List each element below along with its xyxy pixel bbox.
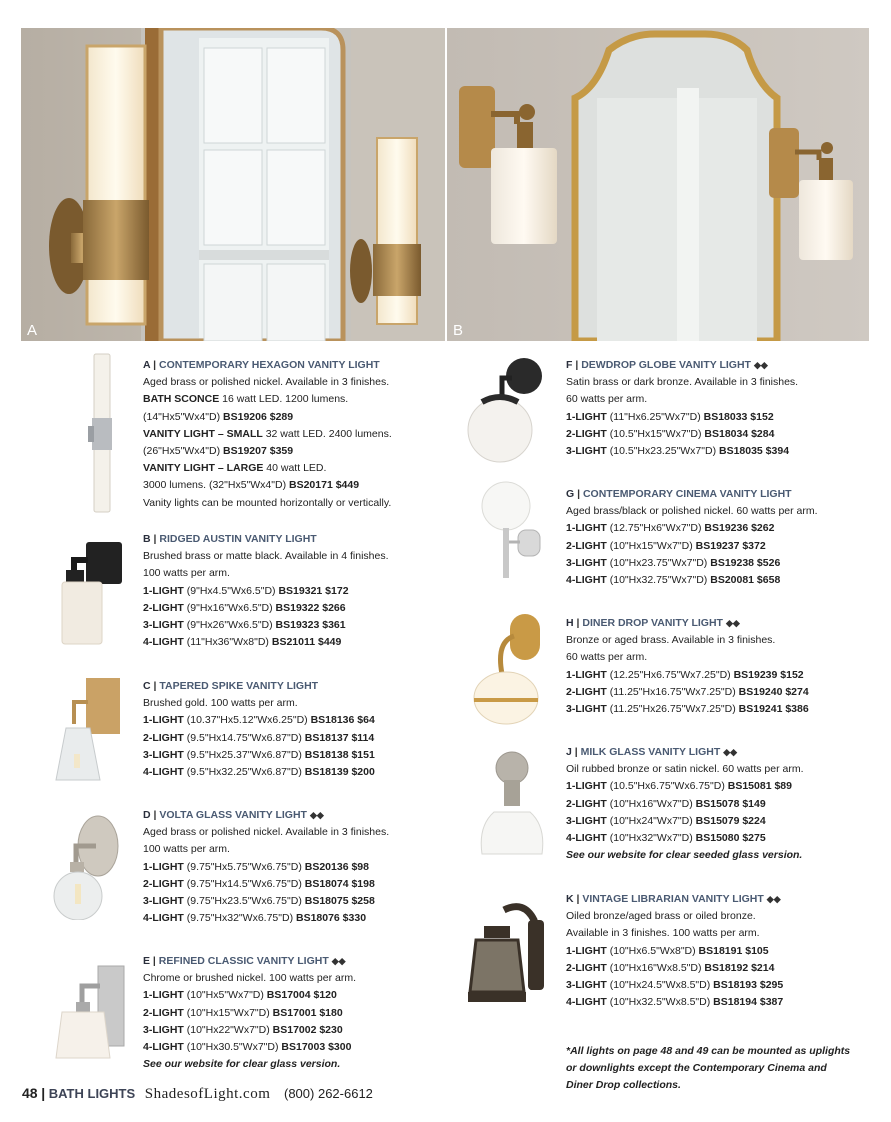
spec-line — [566, 391, 798, 408]
spec-text: (10"Hx24"Wx7"D) — [606, 814, 696, 827]
product-letter: E — [143, 955, 151, 967]
spec-text: (10.37"Hx5.12"Wx6.25"D) — [183, 714, 311, 727]
product-title-d — [143, 807, 389, 824]
brand-website[interactable]: ShadesofLight.com — [144, 1086, 271, 1102]
spec-text: (11.25"Hx16.75"Wx7.25"D) — [606, 685, 739, 698]
spec-emphasis: BS15079 $224 — [695, 814, 766, 827]
spec-emphasis: 3-LIGHT — [566, 814, 607, 827]
spec-line — [143, 409, 392, 426]
spec-line — [143, 1022, 356, 1039]
spec-emphasis: 3-LIGHT — [566, 979, 607, 992]
spec-text: 16 watt LED. 1200 lumens. — [219, 393, 349, 406]
spec-line — [143, 548, 389, 565]
spec-emphasis: BS15078 $149 — [695, 797, 766, 810]
product-thumb-e — [52, 952, 126, 1062]
spec-emphasis: BS18192 $214 — [704, 961, 775, 974]
product-letter: A — [143, 359, 151, 371]
spec-emphasis: BS17004 $120 — [266, 989, 337, 1002]
product-name: MILK GLASS VANITY LIGHT — [580, 746, 721, 758]
spec-text: (11"Hx36"Wx8"D) — [183, 636, 272, 649]
product-title-f — [566, 357, 798, 374]
spec-line — [566, 409, 798, 426]
spec-text: Oil rubbed bronze or satin nickel. 60 watts per arm. — [566, 763, 804, 776]
spec-line — [143, 893, 389, 910]
product-letter: B — [143, 533, 151, 545]
spec-text: 40 watt LED. — [263, 462, 327, 475]
spec-emphasis: 3-LIGHT — [143, 1023, 184, 1036]
spec-line — [143, 695, 375, 712]
product-title-k — [566, 891, 783, 908]
spec-line — [143, 495, 392, 512]
spec-text: 60 watts per arm. — [566, 393, 648, 406]
spec-line — [143, 1056, 356, 1073]
spec-text: (10.5"Hx6.75"Wx6.75"D) — [606, 780, 728, 793]
spec-text: 3000 lumens. (32"Hx5"Wx4"D) — [143, 479, 289, 492]
spec-emphasis: BS19236 $262 — [704, 522, 775, 535]
spec-text: (9.5"Hx32.25"Wx6.87"D) — [183, 766, 305, 779]
spec-line — [143, 443, 392, 460]
spec-emphasis: 4-LIGHT — [566, 996, 607, 1009]
spec-text: (10"Hx23.75"Wx7"D) — [606, 556, 711, 569]
spec-text: (11.25"Hx26.75"Wx7.25"D) — [606, 703, 739, 716]
product-title-j — [566, 744, 804, 761]
spec-line — [566, 684, 809, 701]
product-entry-b — [143, 531, 389, 651]
spec-emphasis: BS20136 $98 — [304, 860, 369, 873]
photo-b-label: B — [453, 322, 464, 339]
eco-icon: ◆◆ — [723, 747, 738, 757]
product-entry-d — [143, 807, 389, 927]
product-title-a — [143, 357, 392, 374]
spec-emphasis: BS19206 $289 — [223, 410, 294, 423]
product-name: VOLTA GLASS VANITY LIGHT — [159, 809, 307, 821]
page-number: 48 — [22, 1085, 38, 1101]
spec-text: (11"Hx6.25"Wx7"D) — [606, 410, 704, 423]
spec-emphasis: 3-LIGHT — [143, 895, 184, 908]
product-details-h — [566, 632, 809, 718]
product-entry-a — [143, 357, 392, 512]
spec-text: Oiled bronze/aged brass or oiled bronze. — [566, 910, 756, 923]
spec-emphasis: 4-LIGHT — [143, 766, 184, 779]
spec-emphasis: 4-LIGHT — [143, 912, 184, 925]
spec-emphasis: BS19238 $526 — [710, 556, 781, 569]
product-letter: J — [566, 746, 572, 758]
spec-line — [566, 374, 798, 391]
spec-text: (10"Hx16"Wx7"D) — [606, 797, 696, 810]
spec-emphasis: BS18191 $105 — [698, 944, 769, 957]
product-name: DEWDROP GLOBE VANITY LIGHT — [581, 359, 751, 371]
spec-emphasis: 1-LIGHT — [566, 944, 607, 957]
spec-emphasis: 3-LIGHT — [143, 619, 184, 632]
spec-text: Aged brass or polished nickel. Available in 3 finishes. — [143, 376, 390, 389]
spec-text: Bronze or aged brass. Available in 3 finishes. — [566, 634, 776, 647]
photo-b — [447, 28, 869, 341]
product-details-c — [143, 695, 375, 781]
spec-text: Satin brass or dark bronze. Available in 3 finishes. — [566, 376, 799, 389]
spec-text: (10.5"Hx23.25"Wx7"D) — [606, 445, 719, 458]
spec-emphasis: BS18138 $151 — [304, 748, 375, 761]
spec-text: Brushed gold. 100 watts per arm. — [143, 697, 298, 710]
product-name: DINER DROP VANITY LIGHT — [582, 617, 723, 629]
eco-icon: ◆◆ — [309, 810, 324, 820]
product-thumb-f — [466, 356, 550, 464]
spec-text: (9.75"Hx23.5"Wx6.75"D) — [183, 895, 305, 908]
spec-emphasis: BS19321 $172 — [278, 584, 349, 597]
spec-emphasis: BS17003 $300 — [281, 1041, 352, 1054]
footer-separator: | — [41, 1085, 46, 1101]
spec-emphasis: 4-LIGHT — [143, 1041, 184, 1054]
spec-emphasis: 1-LIGHT — [566, 668, 607, 681]
spec-emphasis: 1-LIGHT — [566, 410, 607, 423]
spec-line — [143, 374, 392, 391]
spec-emphasis: 2-LIGHT — [566, 961, 607, 974]
product-title-g — [566, 486, 818, 503]
spec-emphasis: 2-LIGHT — [143, 877, 184, 890]
spec-emphasis: 1-LIGHT — [566, 780, 607, 793]
spec-text: (9.75"Hx5.75"Wx6.75"D) — [183, 860, 305, 873]
mounting-footnote: *All lights on page 48 and 49 can be mounted as uplights or downlights except the Contemporary Cinema and Diner Drop collections. — [566, 1045, 851, 1091]
spec-line — [143, 841, 389, 858]
note-text: See our website for clear glass version. — [143, 1058, 341, 1071]
product-thumb-c — [54, 676, 124, 782]
spec-text: (9"Hx16"Wx6.5"D) — [183, 601, 276, 614]
product-details-g — [566, 503, 818, 589]
spec-line — [566, 778, 804, 795]
title-separator: | — [150, 809, 160, 821]
spec-emphasis: BS18035 $394 — [718, 445, 790, 458]
product-entry-e — [143, 953, 356, 1073]
spec-emphasis: 2-LIGHT — [566, 685, 607, 698]
spec-text: (10.5"Hx15"Wx7"D) — [606, 427, 705, 440]
spec-line — [143, 600, 389, 617]
spec-line — [566, 503, 818, 520]
photo-b-image — [447, 28, 869, 341]
product-details-d — [143, 824, 389, 927]
product-entry-h — [566, 615, 809, 718]
spec-emphasis: 2-LIGHT — [566, 797, 607, 810]
spec-emphasis: 2-LIGHT — [566, 427, 607, 440]
spec-emphasis: BS18193 $295 — [713, 979, 784, 992]
spec-text: (10"Hx24.5"Wx8.5"D) — [606, 979, 714, 992]
product-thumb-h — [470, 612, 544, 726]
spec-emphasis: BS18075 $258 — [304, 895, 375, 908]
product-title-e — [143, 953, 356, 970]
spec-text: 60 watts per arm. — [566, 651, 648, 664]
product-name: REFINED CLASSIC VANITY LIGHT — [158, 955, 329, 967]
product-details-k — [566, 908, 783, 1011]
spec-line — [143, 747, 375, 764]
spec-text: (9.75"Hx14.5"Wx6.75"D) — [183, 877, 305, 890]
spec-line — [566, 960, 783, 977]
spec-text: (9.5"Hx25.37"Wx6.87"D) — [183, 748, 305, 761]
spec-line — [566, 813, 804, 830]
spec-emphasis: VANITY LIGHT – SMALL — [143, 427, 263, 440]
spec-emphasis: BS17002 $230 — [272, 1023, 343, 1036]
product-letter: C — [143, 680, 151, 692]
spec-line — [566, 943, 783, 960]
spec-emphasis: BS19237 $372 — [695, 539, 766, 552]
spec-line — [566, 847, 804, 864]
spec-line — [566, 426, 798, 443]
spec-line — [143, 617, 389, 634]
spec-emphasis: BS18033 $152 — [703, 410, 774, 423]
spec-line — [143, 583, 389, 600]
spec-text: (10"Hx6.5"Wx8"D) — [606, 944, 699, 957]
spec-emphasis: BS18034 $284 — [704, 427, 775, 440]
product-details-j — [566, 761, 804, 864]
note-text: See our website for clear seeded glass version. — [566, 849, 803, 862]
product-entry-k — [566, 891, 783, 1011]
eco-icon: ◆◆ — [331, 956, 346, 966]
spec-emphasis: 2-LIGHT — [143, 731, 184, 744]
spec-line — [143, 910, 389, 927]
spec-line — [143, 876, 389, 893]
spec-line — [143, 859, 389, 876]
product-entry-f — [566, 357, 798, 460]
spec-text: (10"Hx22"Wx7"D) — [183, 1023, 273, 1036]
spec-emphasis: BS20171 $449 — [289, 479, 360, 492]
product-name: CONTEMPORARY HEXAGON VANITY LIGHT — [158, 359, 380, 371]
spec-text: (10"Hx32.75"Wx7"D) — [606, 574, 711, 587]
spec-emphasis: BS19323 $361 — [275, 619, 346, 632]
product-name: CONTEMPORARY CINEMA VANITY LIGHT — [582, 488, 792, 500]
spec-text: Vanity lights can be mounted horizontally or vertically. — [143, 496, 392, 509]
spec-emphasis: 4-LIGHT — [566, 832, 607, 845]
title-separator: | — [150, 680, 160, 692]
product-thumb-a — [82, 350, 122, 516]
product-name: RIDGED AUSTIN VANITY LIGHT — [159, 533, 317, 545]
photo-a — [21, 28, 445, 341]
product-letter: F — [566, 359, 573, 371]
phone-number[interactable]: (800) 262-6612 — [284, 1086, 373, 1101]
page-footer — [22, 1085, 373, 1103]
spec-emphasis: BATH SCONCE — [143, 393, 220, 406]
title-separator: | — [150, 955, 159, 967]
spec-line — [143, 712, 375, 729]
product-entry-g — [566, 486, 818, 589]
spec-emphasis: BS15081 $89 — [727, 780, 792, 793]
spec-line — [566, 443, 798, 460]
spec-line — [566, 761, 804, 778]
spec-emphasis: 1-LIGHT — [143, 860, 184, 873]
spec-emphasis: BS19240 $274 — [738, 685, 809, 698]
product-details-a — [143, 374, 392, 512]
spec-line — [566, 520, 818, 537]
product-name: TAPERED SPIKE VANITY LIGHT — [159, 680, 319, 692]
title-separator: | — [573, 617, 583, 629]
spec-line — [143, 391, 392, 408]
product-thumb-j — [474, 750, 550, 860]
product-details-b — [143, 548, 389, 651]
spec-emphasis: BS18194 $387 — [713, 996, 784, 1009]
spec-emphasis: 4-LIGHT — [143, 636, 184, 649]
spec-line — [143, 970, 356, 987]
photo-a-label: A — [27, 322, 38, 339]
product-thumb-b — [58, 540, 124, 646]
spec-text: (9"Hx26"Wx6.5"D) — [183, 619, 276, 632]
spec-text: (10"Hx15"Wx7"D) — [606, 539, 696, 552]
spec-line — [143, 426, 392, 443]
spec-text: Brushed brass or matte black. Available in 4 finishes. — [143, 550, 389, 563]
product-title-b — [143, 531, 389, 548]
spec-line — [566, 796, 804, 813]
title-separator: | — [150, 359, 159, 371]
spec-text: Chrome or brushed nickel. 100 watts per arm. — [143, 972, 357, 985]
product-entry-c — [143, 678, 375, 781]
spec-emphasis: 1-LIGHT — [566, 522, 607, 535]
spec-emphasis: 4-LIGHT — [566, 574, 607, 587]
title-separator: | — [572, 359, 582, 371]
spec-emphasis: BS19207 $359 — [223, 445, 294, 458]
spec-emphasis: BS18074 $198 — [304, 877, 375, 890]
spec-text: 32 watt LED. 2400 lumens. — [262, 427, 392, 440]
product-letter: K — [566, 893, 574, 905]
spec-line — [566, 538, 818, 555]
spec-text: Available in 3 finishes. 100 watts per arm. — [566, 927, 760, 940]
photo-a-image — [21, 28, 445, 341]
spec-text: 100 watts per arm. — [143, 567, 230, 580]
spec-line — [566, 632, 809, 649]
spec-line — [143, 1039, 356, 1056]
product-thumb-g — [476, 480, 546, 582]
spec-line — [566, 701, 809, 718]
eco-icon: ◆◆ — [725, 618, 740, 628]
spec-text: (9.5"Hx14.75"Wx6.87"D) — [183, 731, 305, 744]
spec-emphasis: 2-LIGHT — [143, 601, 184, 614]
spec-text: (12.25"Hx6.75"Wx7.25"D) — [606, 668, 734, 681]
spec-emphasis: BS19322 $266 — [275, 601, 346, 614]
product-letter: H — [566, 617, 574, 629]
spec-line — [143, 477, 392, 494]
product-title-h — [566, 615, 809, 632]
spec-line — [143, 634, 389, 651]
product-thumb-k — [468, 900, 550, 1008]
spec-emphasis: BS21011 $449 — [271, 636, 342, 649]
spec-emphasis: VANITY LIGHT – LARGE — [143, 462, 264, 475]
spec-text: (14"Hx5"Wx4"D) — [143, 410, 224, 423]
spec-text: Aged brass/black or polished nickel. 60 watts per arm. — [566, 505, 818, 518]
spec-emphasis: BS15080 $275 — [695, 832, 766, 845]
spec-text: (12.75"Hx6"Wx7"D) — [606, 522, 705, 535]
spec-emphasis: 3-LIGHT — [566, 445, 607, 458]
eco-icon: ◆◆ — [753, 360, 768, 370]
spec-line — [566, 977, 783, 994]
spec-line — [143, 730, 375, 747]
spec-line — [566, 925, 783, 942]
eco-icon: ◆◆ — [766, 894, 781, 904]
spec-text: (9.75"Hx32"Wx6.75"D) — [183, 912, 296, 925]
spec-emphasis: 2-LIGHT — [143, 1006, 184, 1019]
spec-text: (10"Hx32"Wx7"D) — [606, 832, 696, 845]
spec-emphasis: 3-LIGHT — [143, 748, 184, 761]
spec-emphasis: 1-LIGHT — [143, 714, 184, 727]
spec-emphasis: BS19241 $386 — [738, 703, 809, 716]
spec-emphasis: BS18136 $64 — [310, 714, 375, 727]
spec-emphasis: BS18139 $200 — [304, 766, 375, 779]
spec-line — [566, 572, 818, 589]
product-details-f — [566, 374, 798, 460]
spec-text: (10"Hx5"Wx7"D) — [183, 989, 267, 1002]
product-letter: D — [143, 809, 151, 821]
title-separator: | — [574, 488, 583, 500]
spec-line — [566, 555, 818, 572]
spec-line — [566, 649, 809, 666]
spec-text: (9"Hx4.5"Wx6.5"D) — [183, 584, 279, 597]
spec-emphasis: 3-LIGHT — [566, 556, 607, 569]
spec-line — [566, 830, 804, 847]
spec-text: (10"Hx16"Wx8.5"D) — [606, 961, 705, 974]
spec-emphasis: 1-LIGHT — [143, 584, 184, 597]
product-entry-j — [566, 744, 804, 864]
title-separator: | — [150, 533, 160, 545]
spec-line — [143, 987, 356, 1004]
spec-emphasis: BS17001 $180 — [272, 1006, 343, 1019]
title-separator: | — [571, 746, 581, 758]
spec-text: 100 watts per arm. — [143, 843, 230, 856]
product-thumb-d — [48, 812, 124, 920]
spec-line — [143, 460, 392, 477]
spec-line — [143, 1005, 356, 1022]
spec-emphasis: BS18137 $114 — [304, 731, 375, 744]
spec-line — [143, 565, 389, 582]
spec-emphasis: BS19239 $152 — [733, 668, 804, 681]
spec-text: (26"Hx5"Wx4"D) — [143, 445, 224, 458]
spec-text: Aged brass or polished nickel. Available in 3 finishes. — [143, 826, 390, 839]
spec-line — [143, 824, 389, 841]
spec-line — [566, 667, 809, 684]
product-title-c — [143, 678, 375, 695]
spec-text: (10"Hx30.5"Wx7"D) — [183, 1041, 282, 1054]
product-name: VINTAGE LIBRARIAN VANITY LIGHT — [582, 893, 764, 905]
spec-text: (10"Hx32.5"Wx8.5"D) — [606, 996, 714, 1009]
spec-emphasis: BS18076 $330 — [295, 912, 367, 925]
spec-line — [143, 764, 375, 781]
spec-emphasis: 2-LIGHT — [566, 539, 607, 552]
spec-line — [566, 908, 783, 925]
product-details-e — [143, 970, 356, 1073]
spec-text: (10"Hx15"Wx7"D) — [183, 1006, 273, 1019]
spec-emphasis: 1-LIGHT — [143, 989, 184, 1002]
spec-line — [566, 994, 783, 1011]
spec-emphasis: BS20081 $658 — [710, 574, 781, 587]
spec-emphasis: 3-LIGHT — [566, 703, 607, 716]
title-separator: | — [573, 893, 583, 905]
section-title: BATH LIGHTS — [48, 1086, 136, 1101]
product-letter: G — [566, 488, 575, 500]
